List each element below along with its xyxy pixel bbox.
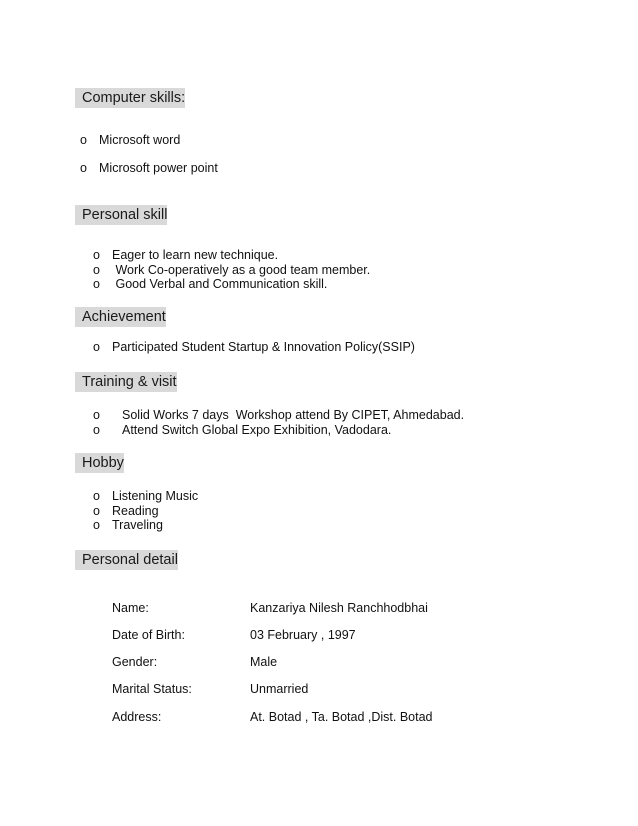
list-item: Eager to learn new technique. xyxy=(112,248,279,262)
list-item: Participated Student Startup & Innovation Policy(SSIP) xyxy=(112,340,415,354)
list-item: Good Verbal and Communication skill. xyxy=(112,277,328,291)
list-item: Traveling xyxy=(112,518,163,532)
bullet-icon: o xyxy=(93,408,100,422)
bullet-icon: o xyxy=(80,133,87,147)
list-item: Listening Music xyxy=(112,489,199,503)
list-item: Reading xyxy=(112,504,159,518)
bullet-icon: o xyxy=(93,489,100,503)
list-item: Microsoft word xyxy=(99,133,181,147)
detail-label-date-of-birth: Date of Birth: xyxy=(112,628,185,642)
bullet-icon: o xyxy=(93,518,100,532)
list-item: Attend Switch Global Expo Exhibition, Vadodara. xyxy=(122,423,392,437)
bullet-icon: o xyxy=(93,504,100,518)
bullet-icon: o xyxy=(93,263,100,277)
bullet-icon: o xyxy=(80,161,87,175)
detail-label-name: Name: xyxy=(112,601,149,615)
bullet-icon: o xyxy=(93,277,100,291)
section-heading-hobby: Hobby xyxy=(75,453,124,473)
bullet-icon: o xyxy=(93,423,100,437)
detail-label-address: Address: xyxy=(112,710,162,724)
detail-value-marital-status: Unmarried xyxy=(250,682,309,696)
detail-value-date-of-birth: 03 February , 1997 xyxy=(250,628,356,642)
section-heading-personal-detail: Personal detail xyxy=(75,550,178,570)
section-heading-personal-skill: Personal skill xyxy=(75,205,167,225)
section-heading-computer-skills: Computer skills: xyxy=(75,88,185,108)
list-item: Solid Works 7 days Workshop attend By CIPET, Ahmedabad. xyxy=(122,408,465,422)
detail-value-gender: Male xyxy=(250,655,278,669)
section-heading-training-visit: Training & visit xyxy=(75,372,177,392)
detail-label-gender: Gender: xyxy=(112,655,158,669)
list-item: Microsoft power point xyxy=(99,161,218,175)
bullet-icon: o xyxy=(93,248,100,262)
list-item: Work Co-operatively as a good team member. xyxy=(112,263,371,277)
section-heading-achievement: Achievement xyxy=(75,307,166,327)
detail-value-address: At. Botad , Ta. Botad ,Dist. Botad xyxy=(250,710,433,724)
bullet-icon: o xyxy=(93,340,100,354)
detail-label-marital-status: Marital Status: xyxy=(112,682,192,696)
detail-value-name: Kanzariya Nilesh Ranchhodbhai xyxy=(250,601,428,615)
